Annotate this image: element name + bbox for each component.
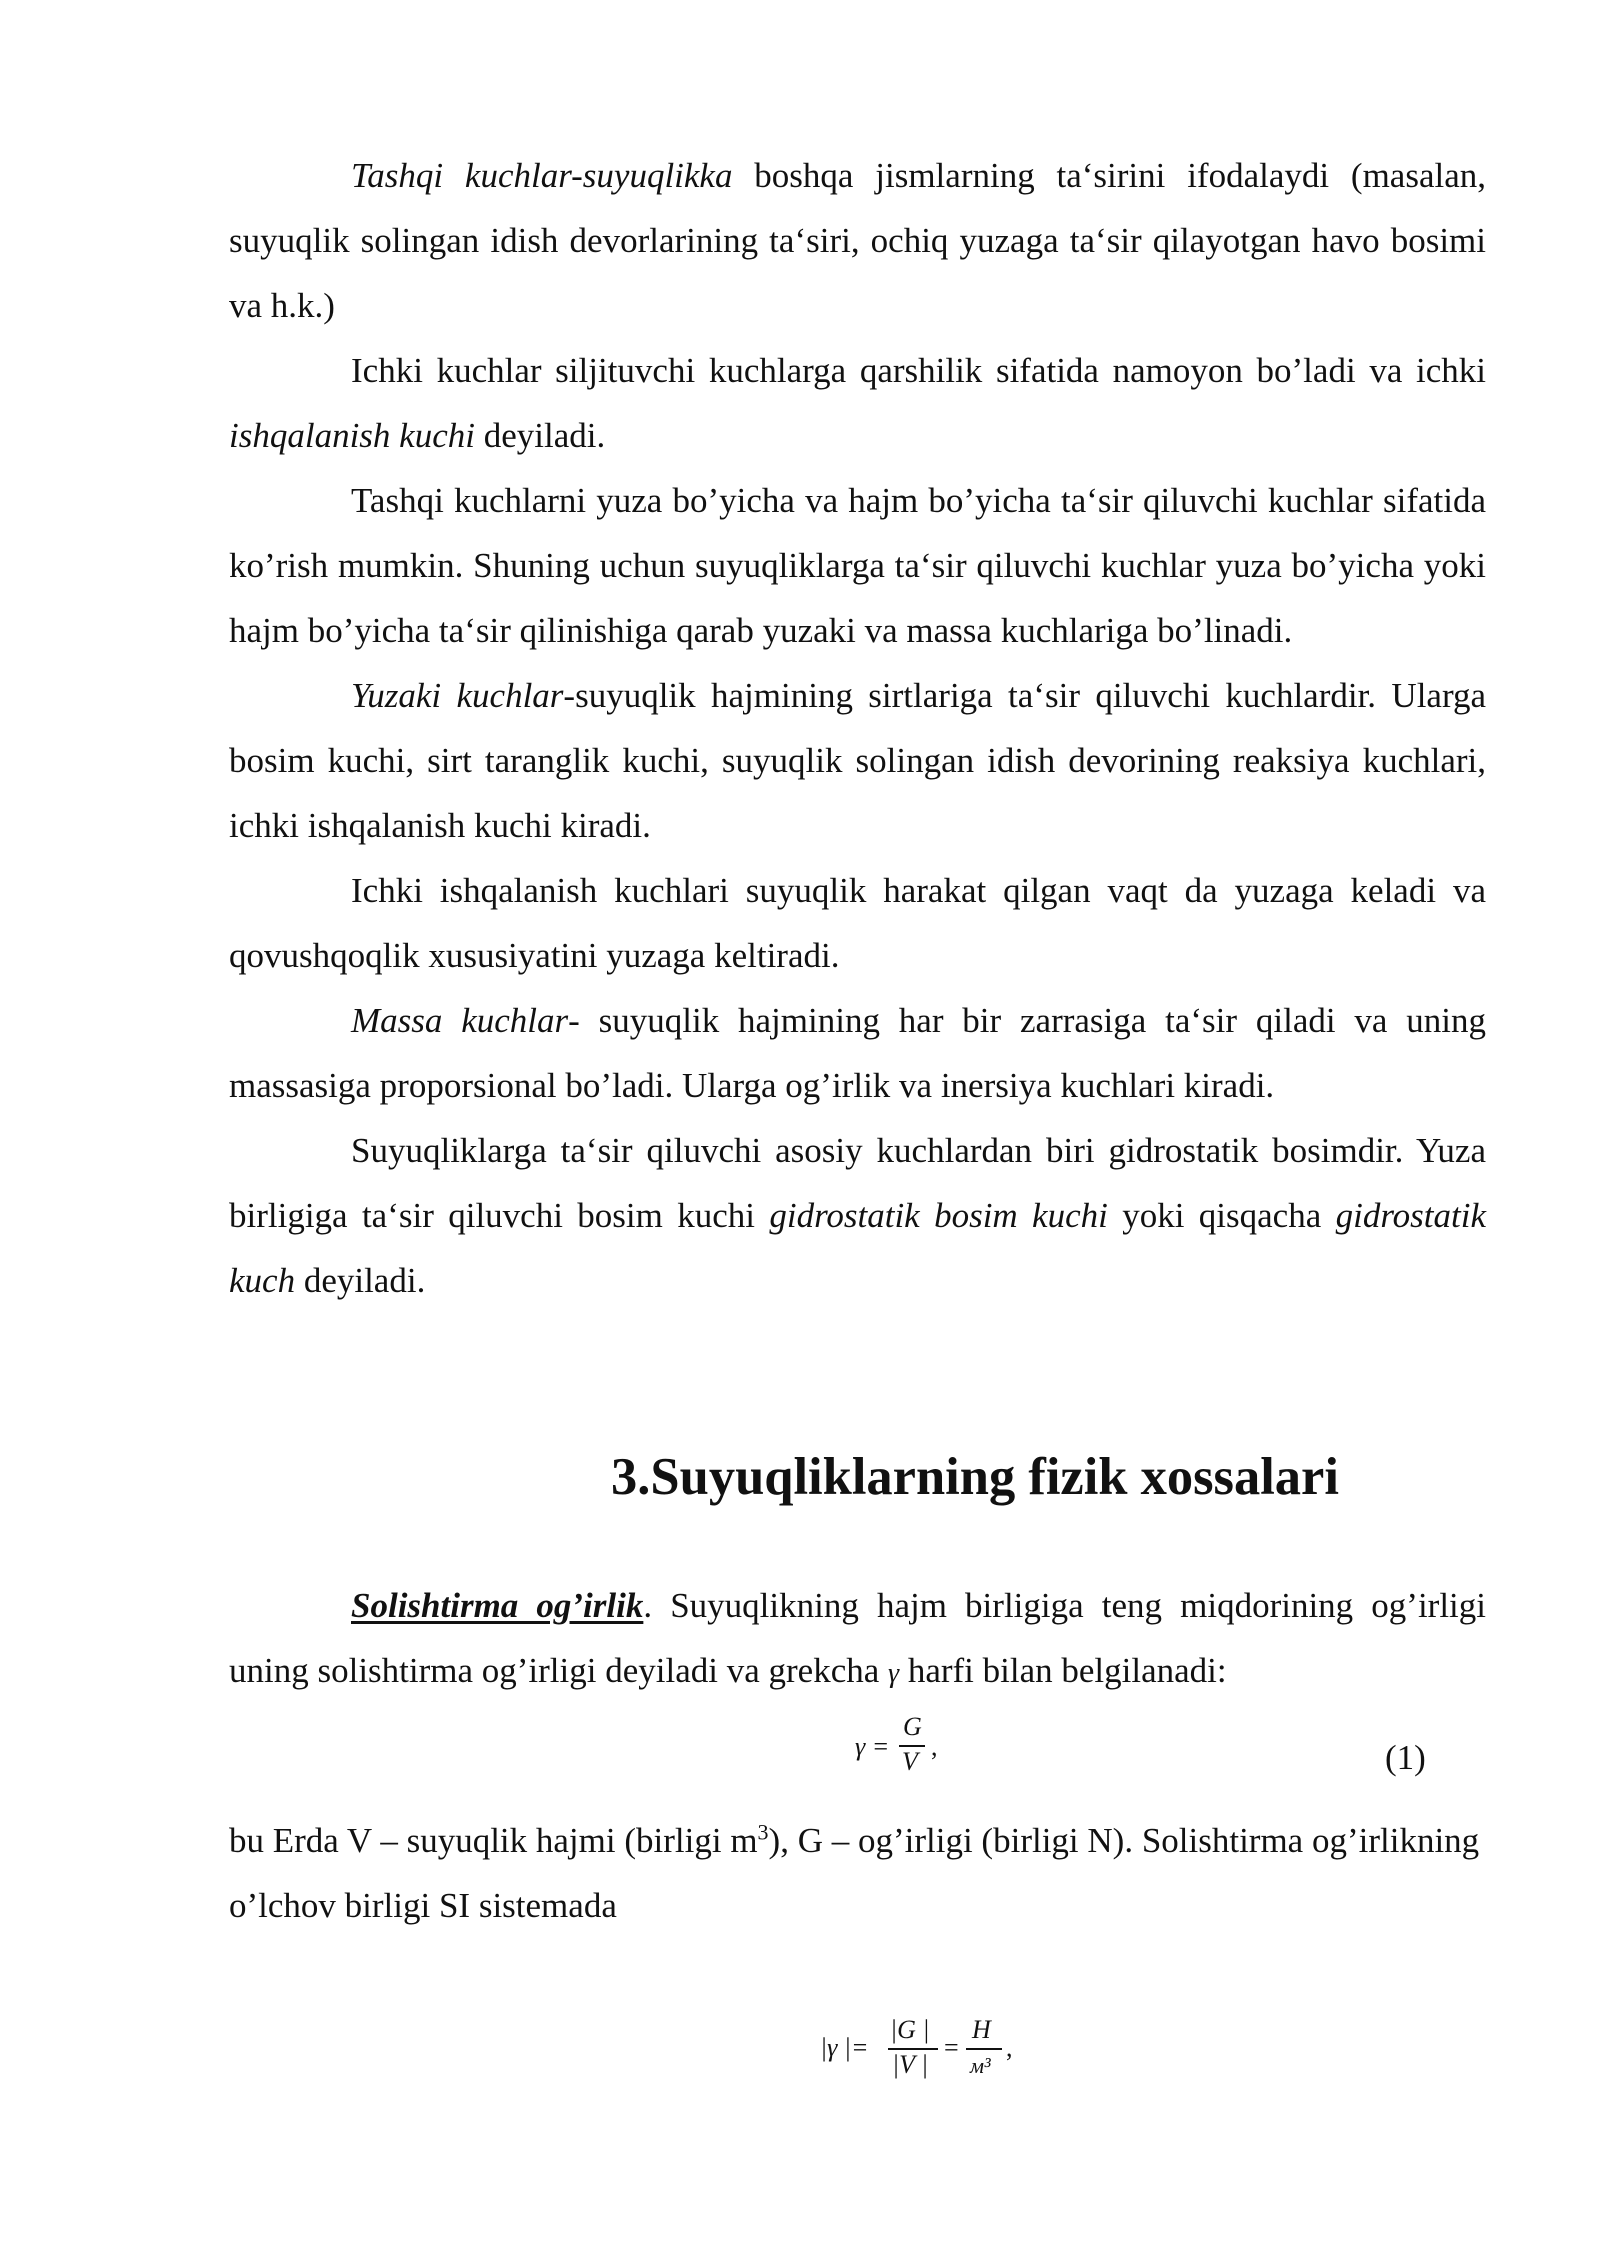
gamma-symbol: γ bbox=[888, 1658, 900, 1689]
paragraph-text: Ichki kuchlar siljituvchi kuchlarga qarshilik sifatida namoyon bo’ladi va ichki bbox=[351, 351, 1486, 390]
superscript: 3 bbox=[757, 1819, 769, 1845]
formula-denominator-unit: м³ bbox=[970, 2053, 991, 2078]
equation-number: (1) bbox=[1385, 1738, 1426, 1777]
formula-lhs: |γ |= bbox=[820, 2033, 869, 2062]
formula-denominator: V bbox=[902, 1747, 918, 1776]
paragraph-text: Suyuqliklarga ta‘sir qiluvchi asosiy kuchlardan biri gidrostatik bosimdir. Yuza birligiga ta‘sir qiluvchi bosim kuchi bbox=[229, 1131, 1486, 1235]
paragraph-text: - suyuqlik hajmining har bir zarrasiga ta‘sir qiladi va uning massasiga proporsional bo’ladi. Ularga og’irlik va inersiya kuchlari kiradi. bbox=[229, 1001, 1486, 1105]
paragraph-hydrostatic bbox=[229, 1118, 1486, 1313]
paragraph-text: harfi bilan belgilanadi: bbox=[899, 1651, 1227, 1690]
underlined-term: Solishtirma og’irlik bbox=[351, 1586, 644, 1625]
paragraph-internal-forces bbox=[229, 338, 1486, 468]
paragraph-text: Tashqi kuchlarni yuza bo’yicha va hajm bo’yicha ta‘sir qiluvchi kuchlar sifatida ko’rish mumkin. Shuning uchun suyuqliklarga ta‘sir qiluvchi kuchlar yuza bo’yicha yoki hajm bo’yicha ta‘sir qilinishiga qarab yuzaki va massa kuchlariga bo’linadi. bbox=[229, 481, 1486, 650]
body-text-specific-weight bbox=[229, 1573, 1486, 1706]
formula-denominator: |V | bbox=[892, 2050, 929, 2079]
paragraph-text: yoki qisqacha bbox=[1107, 1196, 1336, 1235]
formula-lhs: γ = bbox=[855, 1732, 890, 1761]
body-text-units bbox=[229, 1808, 1486, 1938]
paragraph-text: deyiladi. bbox=[295, 1261, 426, 1300]
italic-term: Massa kuchlar bbox=[351, 1001, 569, 1040]
italic-term: ishqalanish kuchi bbox=[229, 416, 475, 455]
paragraph-text: boshqa jismlarning ta‘sirini ifodalaydi (masalan, suyuqlik solingan idish devorlarining ta‘siri, ochiq yuzaga ta‘sir qilayotgan havo bosimi va h.k.) bbox=[229, 156, 1486, 325]
formula-comma: , bbox=[1006, 2033, 1013, 2062]
formula-units bbox=[820, 2005, 1040, 2085]
body-text-top bbox=[229, 143, 1486, 1313]
formula-comma: , bbox=[931, 1732, 938, 1761]
paragraph-text: . Suyuqlikning hajm birligiga teng miqdorining og’irligi uning solishtirma og’irligi deyiladi va grekcha bbox=[229, 1586, 1486, 1690]
paragraph-text: -suyuqlik hajmining sirtlariga ta‘sir qiluvchi kuchlardir. Ularga bosim kuchi, sirt taranglik kuchi, suyuqlik solingan idish devorining reaksiya kuchlari, ichki ishqalanish kuchi kiradi. bbox=[229, 676, 1487, 845]
paragraph-text: ), G – og’irligi (birligi N). Solishtirma og’irlikning o’lchov birligi SI sistemada bbox=[229, 1821, 1480, 1925]
paragraph-surface-forces bbox=[229, 663, 1486, 858]
paragraph-text: Ichki ishqalanish kuchlari suyuqlik harakat qilgan vaqt da yuzaga keladi va qovushqoqlik xususiyatini yuzaga keltiradi. bbox=[229, 871, 1486, 975]
section-heading: 3.Suyuqliklarning fizik xossalari bbox=[611, 1448, 1339, 1506]
formula-specific-weight bbox=[855, 1712, 975, 1782]
formula-numerator: G bbox=[903, 1712, 922, 1741]
italic-term: Yuzaki kuchlar bbox=[351, 676, 564, 715]
paragraph-units bbox=[229, 1808, 1486, 1938]
italic-term: gidrostatik bosim kuchi bbox=[769, 1196, 1108, 1235]
italic-term: gidrostatik kuch bbox=[229, 1196, 1486, 1300]
paragraph-specific-weight bbox=[229, 1573, 1486, 1706]
paragraph-mass-forces bbox=[229, 988, 1486, 1118]
paragraph-force-types bbox=[229, 468, 1486, 663]
formula-equals: = bbox=[944, 2033, 959, 2062]
formula-numerator: |G | bbox=[890, 2015, 930, 2044]
fraction-bar bbox=[966, 2048, 1002, 2050]
formula-numerator-unit: H bbox=[972, 2015, 991, 2044]
italic-term: Tashqi kuchlar-suyuqlikka bbox=[351, 156, 733, 195]
paragraph-text: bu Erda V – suyuqlik hajmi (birligi m bbox=[229, 1821, 758, 1860]
paragraph-text: deyiladi. bbox=[474, 416, 606, 455]
paragraph-internal-friction bbox=[229, 858, 1486, 988]
paragraph-external-forces bbox=[229, 143, 1486, 338]
